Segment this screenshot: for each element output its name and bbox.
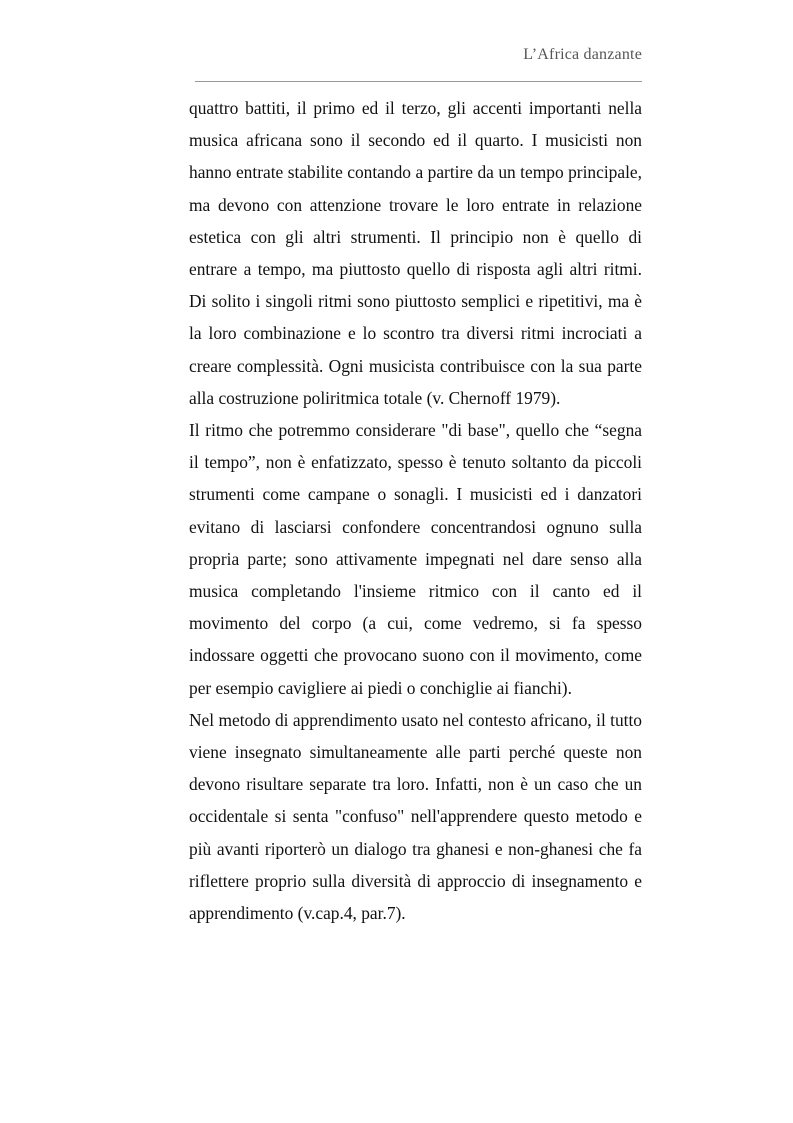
paragraph-3: Nel metodo di apprendimento usato nel contesto africano, il tutto viene insegnato simultaneamente alle parti perché queste non devono risultare separate tra loro. Infatti, non è un caso che un occidentale si senta "confuso" nell'apprendere questo metodo e più avanti riporterò un dialogo tra ghanesi e non-ghanesi che fa riflettere proprio sulla diversità di approccio di insegnamento e apprendimento (v.cap.4, par.7). [189, 709, 643, 924]
running-header-title: L’Africa danzante [523, 46, 642, 63]
header-divider [195, 81, 642, 82]
paragraph-2: Il ritmo che potremmo considerare "di base", quello che “segna il tempo”, non è enfatizzato, spesso è tenuto soltanto da piccoli strumenti come campane o sonagli. I musicisti ed i danzatori evitano di lasciarsi confondere concentrandosi ognuno sulla propria parte; sono attivamente impegnati nel dare senso alla musica completando l'insieme ritmico con il canto ed il movimento del corpo (a cui, come vedremo, si fa spesso indossare oggetti che provocano suono con il movimento, come per esempio cavigliere ai piedi o conchiglie ai fianchi). [189, 420, 642, 698]
page-body [189, 92, 642, 929]
paragraph-1: quattro battiti, il primo ed il terzo, gli accenti importanti nella musica africana sono il secondo ed il quarto. I musicisti non hanno entrate stabilite contando a partire da un tempo principale, ma devono con attenzione trovare le loro entrate in relazione estetica con gli altri strumenti. Il principio non è quello di entrare a tempo, ma piuttosto quello di risposta agli altri ritmi. Di solito i singoli ritmi sono piuttosto semplici e ripetitivi, ma è la loro combinazione e lo scontro tra diversi ritmi incrociati a creare complessità. Ogni musicista contribuisce con la sua parte alla costruzione poliritmica totale (v. Chernoff 1979). [189, 98, 642, 408]
